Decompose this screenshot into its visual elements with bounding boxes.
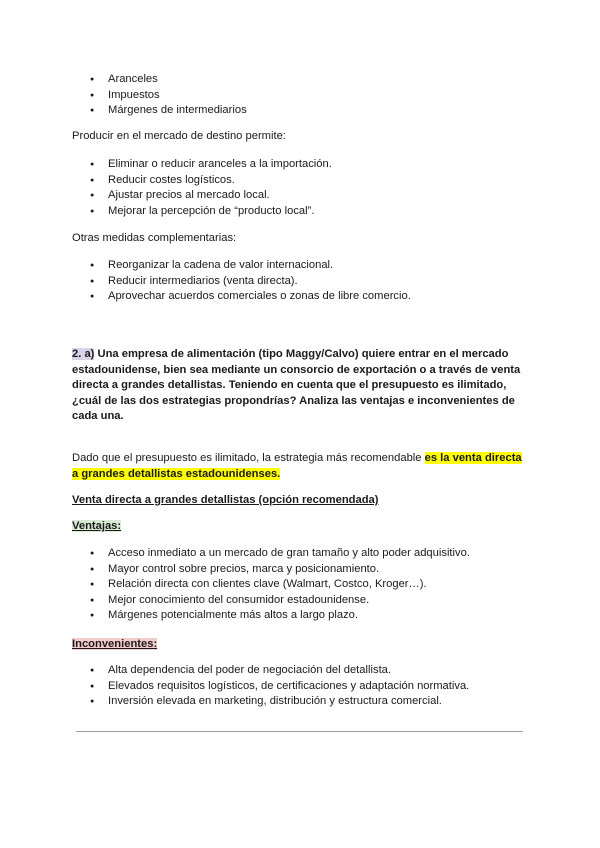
list-item: ● Mejor conocimiento del consumidor estadounidense. <box>72 593 600 609</box>
advantages-list <box>0 546 600 624</box>
other-intro: Otras medidas complementarias: <box>72 232 237 244</box>
list-item: ● Acceso inmediato a un mercado de gran tamaño y alto poder adquisitivo. <box>72 546 600 562</box>
list-item: ● Mayor control sobre precios, marca y posicionamiento. <box>72 562 600 578</box>
disadvantages-list <box>0 663 600 710</box>
question-text: Una empresa de alimentación (tipo Maggy/Calvo) quiere entrar en el mercado estadounidense, bien sea mediante un consorcio de exportación o a través de venta directa a grandes detallistas. Teniendo en cuenta que el presupuesto es ilimitado, ¿cuál de las dos estrategias propondrías? Analiza las ventajas e inconvenientes de cada una. <box>72 348 521 422</box>
list-item: ● Mejorar la percepción de “producto local”. <box>72 204 600 220</box>
question-number: 2. a) <box>72 348 95 360</box>
list-item: ● Reducir intermediarios (venta directa). <box>72 274 600 290</box>
answer-paragraph <box>72 451 530 482</box>
list-item: ● Reducir costes logísticos. <box>72 173 600 189</box>
costs-list <box>0 72 600 119</box>
list-item: ● Aranceles <box>72 72 600 88</box>
advantages-heading <box>72 519 532 535</box>
section-title: Venta directa a grandes detallistas (opción recomendada) <box>72 494 379 506</box>
answer-intro: Dado que el presupuesto es ilimitado, la estrategia más recomendable <box>72 452 422 464</box>
list-item: ● Reorganizar la cadena de valor internacional. <box>72 258 600 274</box>
question-block <box>72 347 530 425</box>
disadvantages-heading <box>72 637 532 653</box>
produce-list <box>0 157 600 219</box>
list-item: ● Elevados requisitos logísticos, de certificaciones y adaptación normativa. <box>72 679 600 695</box>
list-item: ● Márgenes potencialmente más altos a largo plazo. <box>72 608 600 624</box>
other-list <box>0 258 600 305</box>
list-item: ● Eliminar o reducir aranceles a la importación. <box>72 157 600 173</box>
advantages-label: Ventajas: <box>72 520 122 532</box>
list-item: ● Alta dependencia del poder de negociación del detallista. <box>72 663 600 679</box>
produce-intro: Producir en el mercado de destino permite: <box>72 130 286 142</box>
horizontal-rule <box>76 731 523 732</box>
disadvantages-label: Inconvenientes: <box>72 638 158 650</box>
list-item: ● Impuestos <box>72 88 600 104</box>
answer-highlight: es la venta directa a grandes detallistas estadounidenses. <box>72 452 522 480</box>
list-item: ● Aprovechar acuerdos comerciales o zonas de libre comercio. <box>72 289 600 305</box>
list-item: ● Márgenes de intermediarios <box>72 103 600 119</box>
list-item: ● Inversión elevada en marketing, distribución y estructura comercial. <box>72 694 600 710</box>
list-item: ● Relación directa con clientes clave (Walmart, Costco, Kroger…). <box>72 577 600 593</box>
list-item: ● Ajustar precios al mercado local. <box>72 188 600 204</box>
